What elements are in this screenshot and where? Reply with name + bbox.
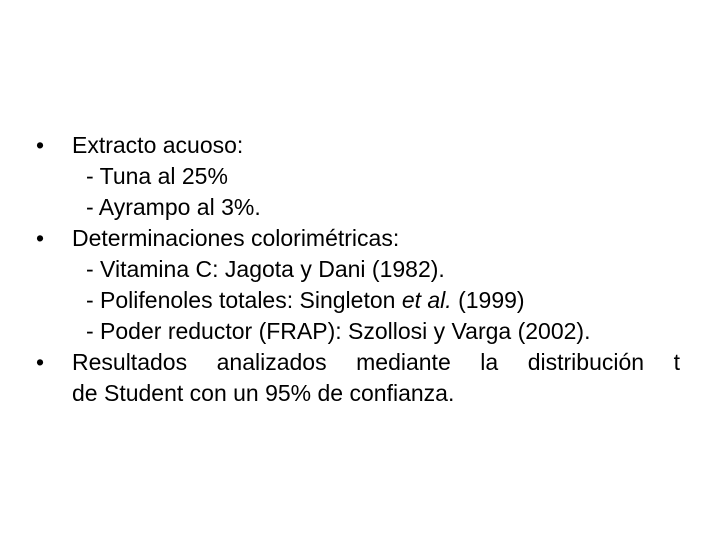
bullet-text-line-2: de Student con un 95% de confianza. [72, 380, 455, 406]
bullet-resultados [30, 347, 680, 409]
sub-item-ayrampo: - Ayrampo al 3%. [86, 194, 261, 220]
bullet-point-icon: • [35, 132, 45, 158]
polifenoles-italic: et al. [401, 287, 452, 313]
bullet-point-icon: • [35, 349, 45, 375]
bullet-heading: Determinaciones colorimétricas: [72, 225, 400, 251]
sub-item-poder-reductor: - Poder reductor (FRAP): Szollosi y Varga (2002). [86, 318, 591, 344]
bullet-point-icon: • [35, 225, 45, 251]
bullet-heading: Extracto acuoso: [72, 132, 244, 158]
bullet-text-line-1: Resultados analizados mediante la distribución t [72, 349, 680, 375]
sub-item-tuna: - Tuna al 25% [86, 163, 228, 189]
polifenoles-text: - Polifenoles totales: Singleton [86, 287, 402, 313]
slide-body [30, 130, 680, 409]
sub-item-vitamina-c: - Vitamina C: Jagota y Dani (1982). [86, 256, 445, 282]
polifenoles-year: (1999) [451, 287, 525, 313]
bullet-extracto [30, 130, 680, 223]
bullet-determinaciones [30, 223, 680, 347]
sub-item-polifenoles [72, 285, 680, 316]
